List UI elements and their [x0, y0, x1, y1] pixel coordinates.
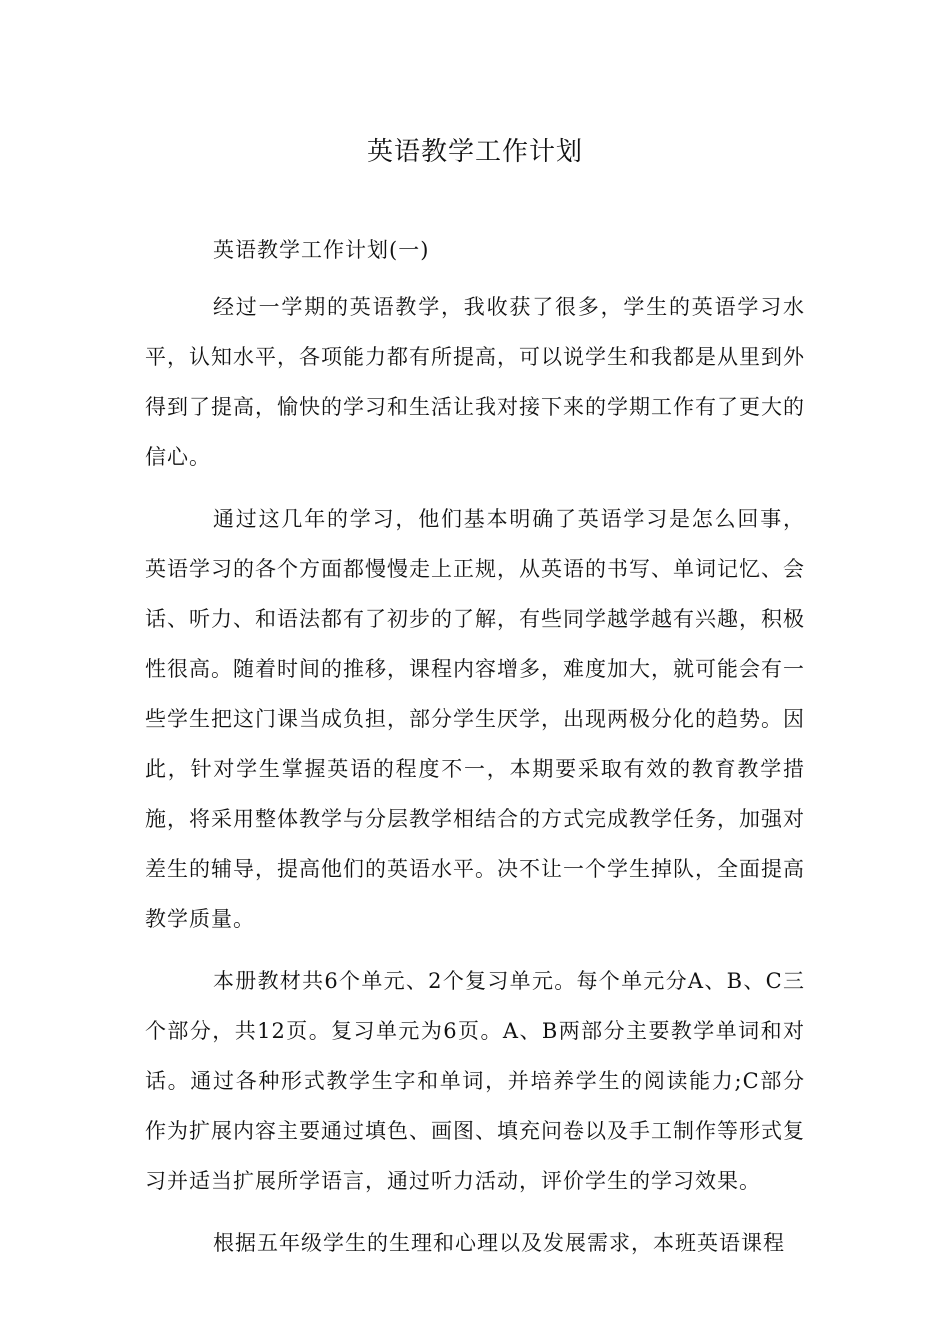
- section-heading: 英语教学工作计划(一): [213, 238, 430, 262]
- paragraph-1: 经过一学期的英语教学，我收获了很多，学生的英语学习水平，认知水平，各项能力都有所提高，可以说学生和我都是从里到外得到了提高，愉快的学习和生活让我对接下来的学期工作有了更大的信心。: [145, 295, 805, 469]
- paragraph-4: 根据五年级学生的生理和心理以及发展需求，本班英语课程: [213, 1231, 785, 1255]
- paragraph-2: 通过这几年的学习，他们基本明确了英语学习是怎么回事，英语学习的各个方面都慢慢走上正规，从英语的书写、单词记忆、会话、听力、和语法都有了初步的了解，有些同学越学越有兴趣，积极性很高。随着时间的推移，课程内容增多，难度加大，就可能会有一些学生把这门课当成负担，部分学生厌学，出现两极分化的趋势。因此，针对学生掌握英语的程度不一，本期要采取有效的教育教学措施，将采用整体教学与分层教学相结合的方式完成教学任务，加强对差生的辅导，提高他们的英语水平。决不让一个学生掉队，全面提高教学质量。: [145, 507, 805, 931]
- paragraph-3: 本册教材共6个单元、2个复习单元。每个单元分A、B、C三个部分，共12页。复习单元为6页。A、B两部分主要教学单词和对话。通过各种形式教学生字和单词，并培养学生的阅读能力;C部分作为扩展内容主要通过填色、画图、填充问卷以及手工制作等形式复习并适当扩展所学语言，通过听力活动，评价学生的学习效果。: [145, 969, 805, 1193]
- document-body: [145, 230, 805, 1268]
- document-title: 英语教学工作计划: [366, 137, 583, 167]
